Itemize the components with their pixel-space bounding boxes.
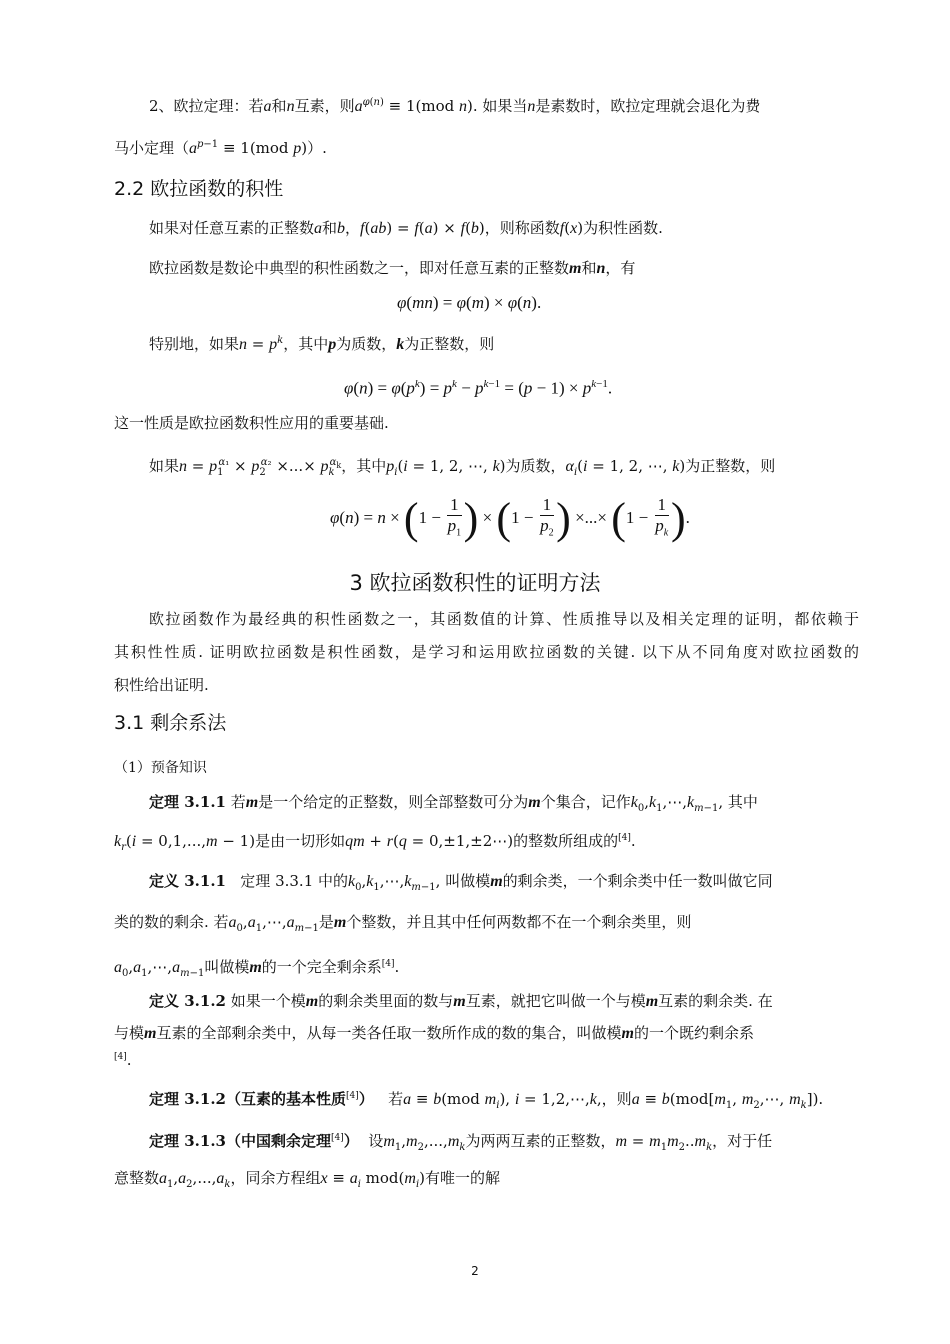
special-case-line: 特别地，如果$n = p^k$，其中p为质数，k为正整数，则 (149, 335, 495, 353)
intro-line-1: 欧拉函数作为最经典的积性函数之一，其函数值的计算、性质推导以及相关定理的证明，都依赖于 (149, 610, 859, 628)
equation-phi-mn: φ(mn) = φ(m) × φ(n). (397, 293, 542, 312)
multiplicative-definition: 如果对任意互素的正整数a和b，f(ab) = f(a) × f(b)，则称函数f(x)为积性函数. (149, 219, 663, 237)
theorem-3-1-3-line-1: 定理 3.1.3（中国剩余定理[4]） 设$m_1,m_2,...,m_k$为两两互素的正整数，$m = m_1m_2..m_k$，对于任 (149, 1132, 773, 1153)
equation-phi-product: φ(n) = n × (1 − $\frac{1}{p_1}$ ) × (1 − $\frac{1}{p_2}$ ) ×...× (1 − $\frac{1}{p_k}$ ). (330, 494, 690, 544)
basis-sentence: 这一性质是欧拉函数积性应用的重要基础. (114, 414, 389, 432)
page-number: 2 (471, 1264, 479, 1278)
definition-3-1-2-line-2: 与模m互素的全部剩余类中，从每一类各任取一数所作成的数的集合，叫做模m的一个既约剩余系 (114, 1024, 754, 1042)
euler-theorem-line-2: 马小定理（$a^{p-1} \equiv 1(mod$ p)）. (114, 139, 327, 157)
equation-phi-prime-power: $\varphi(n) = \varphi(p^k) = p^k - p^{k-1} = (p - 1) \times p^{k-1}$. (344, 378, 613, 398)
theorem-3-1-1-line-2: $k_r(i = 0,1,...,m - 1)$是由一切形如qm + r(q = 0,±1,±2⋯)的整数所组成的[4]. (114, 832, 636, 853)
definition-3-1-2-line-3: [4]. (114, 1051, 132, 1069)
theorem-3-1-3-line-2: 意整数$a_1,a_2,...,a_k$，同余方程组$x \equiv a_i$ $mod(m_i)$有唯一的解 (114, 1169, 501, 1190)
theorem-3-1-2: 定理 3.1.2（互素的基本性质[4]） 若a ≡ b(mod $m_i$), i = 1,2,⋯,k,，则$a \equiv b(mod[m_1$, $m_2,\cdots$, $m_k$]). (149, 1090, 824, 1111)
euler-theorem-line-1: 2、欧拉定理：若a和n互素，则$a^{\varphi(n)} \equiv 1(mod$ n). 如果当n是素数时，欧拉定理就会退化为费 (149, 97, 761, 115)
definition-3-1-2-line-1: 定义 3.1.2 如果一个模m的剩余类里面的数与m互素，就把它叫做一个与模m互素的剩余类. 在 (149, 992, 773, 1010)
section-heading-3-1: 3.1 剩余系法 (114, 712, 227, 734)
intro-line-2: 其积性性质. 证明欧拉函数是积性函数，是学习和运用欧拉函数的关键. 以下从不同角度对欧拉函数的 (114, 643, 859, 661)
section-heading-3: 3 欧拉函数积性的证明方法 (349, 571, 601, 595)
intro-line-3: 积性给出证明. (114, 676, 209, 694)
subsection-preliminaries: （1）预备知识 (114, 760, 207, 776)
definition-3-1-1-line-2: 类的数的剩余. 若$a_0,a_1,\cdots,a_{m-1}$是m个整数，并且其中任何两数都不在一个剩余类里，则 (114, 913, 692, 934)
general-formula-line: 如果$n = p_1^{\alpha_1} \times p_2^{\alpha_2}$ ×...× $p_k^{\alpha_k}$，其中$p_i(i = 1$, 2, ⋯, k)为质数，$\alpha_i(i = 1$, 2, ⋯, k)为正整数，则 (149, 457, 776, 478)
definition-3-1-1-line-3: $a_0,a_1,\cdots,a_{m-1}$叫做模m的一个完全剩余系[4]. (114, 958, 400, 979)
definition-3-1-1-line-1: 定义 3.1.1 定理 3.3.1 中的$k_0,k_1,\cdots,k_{m-1}$, 叫做模m的剩余类，一个剩余类中任一数叫做它同 (149, 872, 773, 893)
section-heading-2-2: 2.2 欧拉函数的积性 (114, 178, 284, 200)
theorem-3-1-1-line-1: 定理 3.1.1 若m是一个给定的正整数，则全部整数可分为m个集合，记作$k_0,k_1,\cdots,k_{m-1}$, 其中 (149, 793, 758, 814)
euler-multiplicative-statement: 欧拉函数是数论中典型的积性函数之一，即对任意互素的正整数m和n，有 (149, 259, 636, 277)
